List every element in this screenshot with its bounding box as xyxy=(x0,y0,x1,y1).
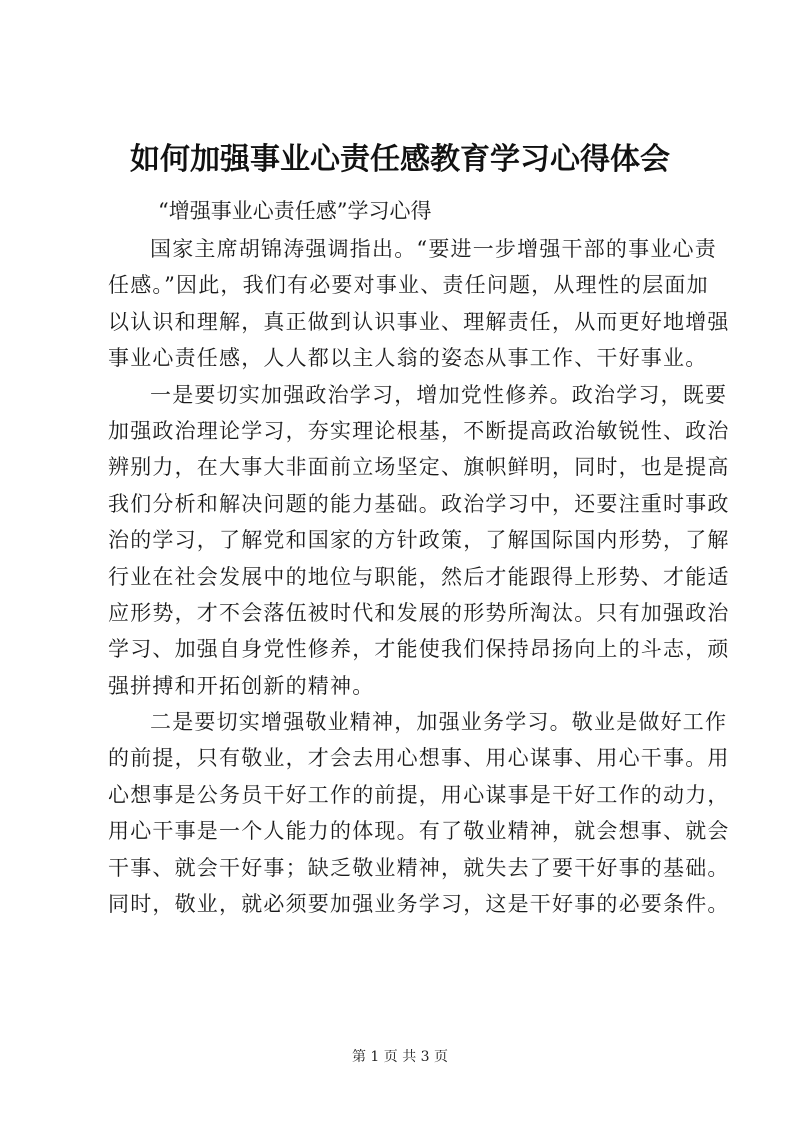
paragraph-line: 的前提，只有敬业，才会去用心想事、用心谋事、用心干事。用 xyxy=(108,746,730,771)
page-number-footer: 第 1 页 共 3 页 xyxy=(351,1049,449,1065)
paragraph-line: 心想事是公务员干好工作的前提，用心谋事是干好工作的动力， xyxy=(108,782,730,807)
paragraph-line: 一是要切实加强政治学习，增加党性修养。政治学习，既要 xyxy=(150,382,728,407)
paragraph-line: 干事、就会干好事；缺乏敬业精神，就失去了要干好事的基础。 xyxy=(108,855,730,880)
paragraph-line: 加强政治理论学习，夯实理论根基，不断提高政治敏锐性、政治 xyxy=(108,418,730,443)
paragraph-line: 学习、加强自身党性修养，才能使我们保持昂扬向上的斗志，顽 xyxy=(108,637,730,662)
document-body xyxy=(108,231,730,922)
document-title: 如何加强事业心责任感教育学习心得体会 xyxy=(130,142,670,177)
paragraph-3 xyxy=(108,704,730,922)
paragraph-line: 同时，敬业，就必须要加强业务学习，这是干好事的必要条件。 xyxy=(108,892,730,917)
paragraph-line: 治的学习，了解党和国家的方针政策，了解国际国内形势，了解 xyxy=(108,528,730,553)
paragraph-line: 以认识和理解，真正做到认识事业、理解责任，从而更好地增强 xyxy=(108,309,730,334)
paragraph-line: 事业心责任感，人人都以主人翁的姿态从事工作、干好事业。 xyxy=(108,346,708,371)
paragraph-line: 应形势，才不会落伍被时代和发展的形势所淘汰。只有加强政治 xyxy=(108,600,730,625)
paragraph-line: 辨别力，在大事大非面前立场坚定、旗帜鲜明，同时，也是提高 xyxy=(108,455,730,480)
paragraph-line: 行业在社会发展中的地位与职能，然后才能跟得上形势、才能适 xyxy=(108,564,730,589)
paragraph-line: 任感。”因此，我们有必要对事业、责任问题，从理性的层面加 xyxy=(108,273,709,298)
paragraph-2 xyxy=(108,377,730,705)
paragraph-line: 国家主席胡锦涛强调指出。“要进一步增强干部的事业心责 xyxy=(150,237,717,261)
paragraph-1 xyxy=(108,231,730,377)
paragraph-line: 用心干事是一个人能力的体现。有了敬业精神，就会想事、就会 xyxy=(108,819,730,844)
document-subtitle: “增强事业心责任感”学习心得 xyxy=(158,199,432,223)
paragraph-line: 二是要切实增强敬业精神，加强业务学习。敬业是做好工作 xyxy=(150,710,728,735)
paragraph-line: 强拼搏和开拓创新的精神。 xyxy=(108,673,375,698)
paragraph-line: 我们分析和解决问题的能力基础。政治学习中，还要注重时事政 xyxy=(108,491,730,516)
